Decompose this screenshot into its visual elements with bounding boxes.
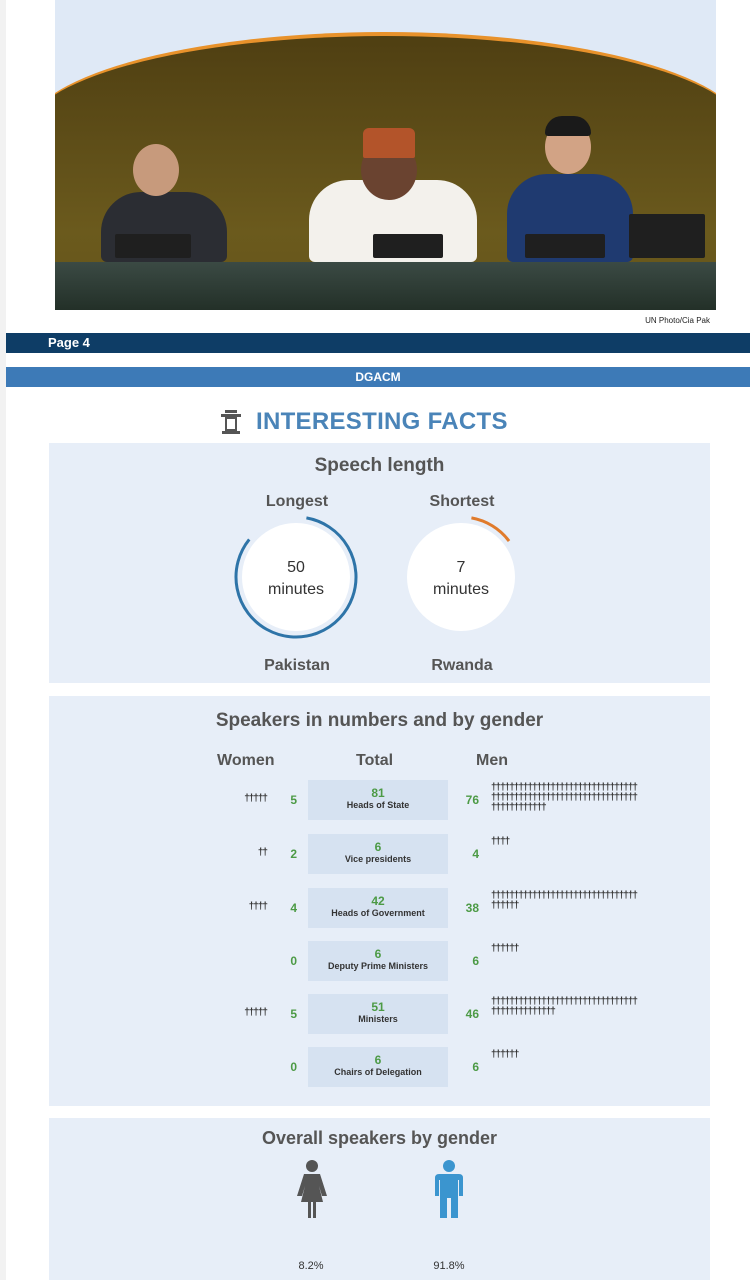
col-men: Men <box>476 752 508 769</box>
category-label: Heads of State <box>346 800 410 810</box>
longest-value: 50 <box>287 559 305 576</box>
women-count: 5 <box>290 1007 297 1021</box>
photo-person-right-hair <box>545 116 591 136</box>
total-box <box>308 1047 448 1087</box>
total-count: 6 <box>374 947 382 961</box>
women-count: 2 <box>290 847 297 861</box>
women-count: 4 <box>290 901 297 915</box>
shortest-unit: minutes <box>432 581 490 598</box>
photo-monitor-2 <box>373 234 443 258</box>
total-box <box>308 941 448 981</box>
photo-monitor-3 <box>525 234 605 258</box>
category-label: Vice presidents <box>344 854 412 864</box>
men-count: 6 <box>472 1060 479 1074</box>
section-bar: DGACM <box>6 367 750 387</box>
total-count: 6 <box>374 1053 382 1067</box>
men-percent: 91.8% <box>433 1260 465 1272</box>
total-box <box>308 994 448 1034</box>
women-percent: 8.2% <box>298 1260 324 1272</box>
men-figures-icon: †††††††††††††††††††††††††††††††††††††††††††††† <box>491 996 637 1017</box>
men-count: 46 <box>465 1007 479 1021</box>
total-count: 42 <box>371 894 385 908</box>
men-figures-icon: †††† <box>491 836 510 847</box>
table-row <box>49 888 710 928</box>
total-box <box>308 780 448 820</box>
assembly-photo <box>55 0 716 310</box>
speech-length-panel <box>49 443 710 683</box>
table-row <box>49 1047 710 1087</box>
total-box <box>308 888 448 928</box>
shortest-label: Shortest <box>429 493 495 510</box>
women-count: 5 <box>290 793 297 807</box>
photo-monitor-4 <box>629 214 705 258</box>
category-label: Ministers <box>358 1014 398 1024</box>
men-count: 6 <box>472 954 479 968</box>
speech-length-title: Speech length <box>314 455 445 476</box>
longest-unit: minutes <box>267 581 325 598</box>
photo-monitor-1 <box>115 234 191 258</box>
total-count: 81 <box>371 786 385 800</box>
photo-person-center-cap <box>363 128 415 158</box>
photo-credit: UN Photo/Cia Pak <box>645 316 710 325</box>
men-figures-icon: †††††††††††††††††††††††††††††††††††††††††††††††††††††††††††††††††††††††††††† <box>491 782 637 813</box>
page-number-bar <box>6 333 750 353</box>
men-count: 4 <box>472 847 479 861</box>
shortest-value: 7 <box>456 559 466 576</box>
longest-country: Pakistan <box>264 657 330 674</box>
women-figures-icon: †† <box>257 847 267 858</box>
category-label: Heads of Government <box>331 908 425 918</box>
category-label: Chairs of Delegation <box>334 1067 422 1077</box>
longest-label: Longest <box>265 493 329 510</box>
total-count: 51 <box>371 1000 385 1014</box>
men-figures-icon: †††††† <box>491 1049 519 1060</box>
col-total: Total <box>356 752 394 769</box>
document-page <box>6 0 750 1280</box>
overall-panel <box>49 1118 710 1280</box>
women-figures-icon: †††† <box>248 901 267 912</box>
photo-desk <box>55 262 716 310</box>
table-row <box>49 834 710 874</box>
shortest-country: Rwanda <box>431 657 493 674</box>
shortest-arc <box>399 515 523 639</box>
progress-arc <box>236 518 356 637</box>
men-count: 38 <box>465 901 479 915</box>
facts-heading <box>220 405 508 439</box>
total-box <box>308 834 448 874</box>
table-row <box>49 941 710 981</box>
women-figures-icon: ††††† <box>244 1007 267 1018</box>
speakers-title: Speakers in numbers and by gender <box>215 710 544 731</box>
man-figure-icon <box>431 1160 467 1220</box>
photo-person-left-head <box>133 144 179 196</box>
women-figures-icon: ††††† <box>244 793 267 804</box>
facts-title: INTERESTING FACTS <box>256 408 508 435</box>
men-figures-icon: †††††††††††††††††††††††††††††††††††††† <box>491 890 637 911</box>
men-figures-icon: †††††† <box>491 943 519 954</box>
podium-icon <box>220 410 242 434</box>
speakers-panel <box>49 696 710 1106</box>
longest-arc <box>234 515 358 639</box>
page-number-label: Page 4 <box>48 335 90 350</box>
woman-figure-icon <box>294 1160 330 1220</box>
overall-title: Overall speakers by gender <box>261 1128 498 1148</box>
women-count: 0 <box>290 954 297 968</box>
total-count: 6 <box>374 840 382 854</box>
table-row <box>49 780 710 820</box>
col-women: Women <box>217 752 275 769</box>
category-label: Deputy Prime Ministers <box>327 961 429 971</box>
table-row <box>49 994 710 1034</box>
women-count: 0 <box>290 1060 297 1074</box>
men-count: 76 <box>465 793 479 807</box>
progress-arc <box>471 518 509 541</box>
